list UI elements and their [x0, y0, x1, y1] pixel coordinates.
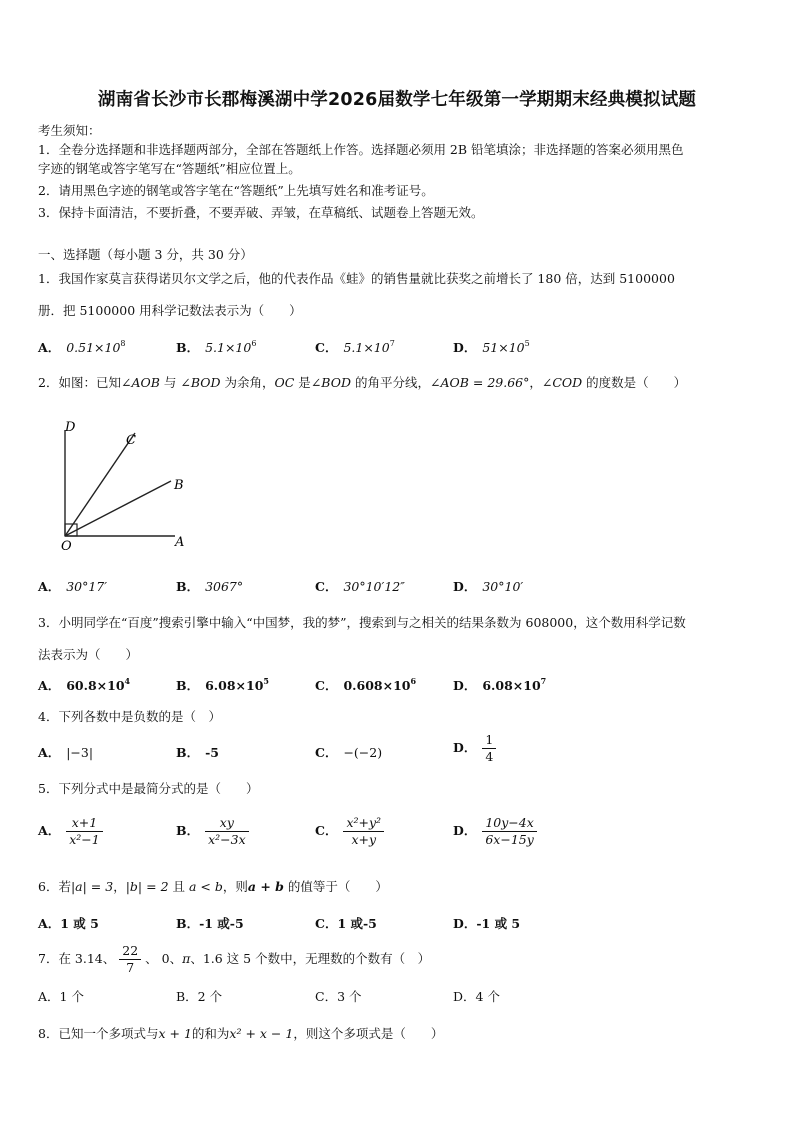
q4-option-d[interactable]: D． $\frac{1}{4}$ [453, 732, 496, 765]
label-a: A [175, 535, 185, 550]
q3-option-a[interactable]: A． $60.8\times 10^4$ [38, 676, 131, 693]
notice-heading: 考生须知： [38, 123, 101, 138]
section-heading: 一、选择题（每小题 3 分，共 30 分） [38, 247, 253, 262]
q6-option-d[interactable]: D．-1 或 5 [453, 916, 521, 931]
notice-item: 2．请用黑色字迹的钢笔或答字笔在“答题纸”上先填写姓名和准考证号。 [38, 183, 434, 198]
notice-item: 1．全卷分选择题和非选择题两部分，全部在答题纸上作答。选择题必须用 2B 铅笔填涂；非选择题的答案必须用黑色 [38, 142, 684, 157]
q7-option-a[interactable]: A．1 个 [38, 989, 84, 1004]
notice-item: 3．保持卡面清洁，不要折叠，不要弄破、弄皱，在草稿纸、试题卷上答题无效。 [38, 205, 484, 220]
notice-item: 字迹的钢笔或答字笔写在“答题纸”相应位置上。 [38, 161, 301, 176]
q4-option-a[interactable]: A． |−3| [38, 745, 94, 760]
label-c: C [126, 433, 136, 448]
question-7-stem: 7．在 3.14、 $\frac{22}{7}$ 、 0、π、1.6 这 5 个数中，无理数的个数有（ ） [38, 943, 431, 975]
q3-option-b[interactable]: B． $6.08\times 10^5$ [176, 676, 269, 693]
question-6-stem: 6．若|a| = 3，|b| = 2 且 a < b，则a + b 的值等于（ ） [38, 879, 388, 894]
q7-option-b[interactable]: B．2 个 [176, 989, 223, 1004]
q2-option-c[interactable]: C． 30°10′12″ [315, 579, 405, 594]
label-b: B [174, 478, 184, 493]
q4-option-b[interactable]: B． -5 [176, 745, 219, 760]
q1-option-a[interactable]: A． $0.51\times 10^8$ [38, 339, 126, 355]
q1-option-b[interactable]: B． $5.1\times 10^6$ [176, 339, 257, 355]
q6-option-a[interactable]: A．1 或 5 [38, 916, 99, 931]
q7-option-d[interactable]: D．4 个 [453, 989, 500, 1004]
q2-option-a[interactable]: A． 30°17′ [38, 579, 108, 594]
question-1-stem-cont: 册．把 5100000 用科学记数法表示为（ ） [38, 303, 302, 318]
angle-diagram [55, 418, 195, 556]
q1-option-d[interactable]: D． $51\times 10^5$ [453, 339, 530, 355]
question-3-stem: 3．小明同学在“百度”搜索引擎中输入“中国梦，我的梦”，搜索到与之相关的结果条数为 608000，这个数用科学记数 [38, 615, 686, 630]
ray-oc [65, 433, 135, 536]
q5-option-a[interactable]: A． $\frac{x+1}{\text{x²−1}}$ [38, 815, 103, 848]
q5-option-d[interactable]: D． $\frac{10y-4x}{6x-15y}$ [453, 815, 537, 848]
q2-option-d[interactable]: D． 30°10′ [453, 579, 524, 594]
q6-option-c[interactable]: C．1 或-5 [315, 916, 377, 931]
q1-option-c[interactable]: C． $5.1\times 10^7$ [315, 339, 395, 355]
q4-option-c[interactable]: C． −(−2) [315, 745, 383, 760]
question-5-stem: 5．下列分式中是最简分式的是（ ） [38, 781, 259, 796]
label-o: O [61, 539, 72, 554]
label-d: D [65, 420, 76, 435]
question-1-stem: 1．我国作家莫言获得诺贝尔文学之后，他的代表作品《蛙》的销售量就比获奖之前增长了 180 倍，达到 5100000 [38, 271, 675, 286]
ray-ob [65, 481, 171, 536]
question-3-stem-cont: 法表示为（ ） [38, 647, 139, 662]
q3-option-d[interactable]: D． $6.08\times 10^7$ [453, 676, 547, 693]
q6-option-b[interactable]: B．-1 或-5 [176, 916, 244, 931]
q2-option-b[interactable]: B． 3067° [176, 579, 244, 594]
q5-option-b[interactable]: B． $\frac{xy}{\text{x²−3x}}$ [176, 815, 249, 848]
q3-option-c[interactable]: C． $0.608\times 10^6$ [315, 676, 417, 693]
question-2-stem: 2．如图：已知∠AOB 与 ∠BOD 为余角，OC 是∠BOD 的角平分线，∠AOB = 29.66°，∠COD 的度数是（ ） [38, 375, 687, 390]
question-4-stem: 4．下列各数中是负数的是（ ） [38, 709, 221, 724]
question-8-stem: 8．已知一个多项式与x + 1的和为x² + x − 1，则这个多项式是（ ） [38, 1026, 444, 1041]
q5-option-c[interactable]: C． $\frac{\text{x²+y²}}{x+y}$ [315, 815, 384, 848]
page-title: 湖南省长沙市长郡梅溪湖中学2026届数学七年级第一学期期末经典模拟试题 [97, 90, 697, 110]
q7-option-c[interactable]: C．3 个 [315, 989, 362, 1004]
